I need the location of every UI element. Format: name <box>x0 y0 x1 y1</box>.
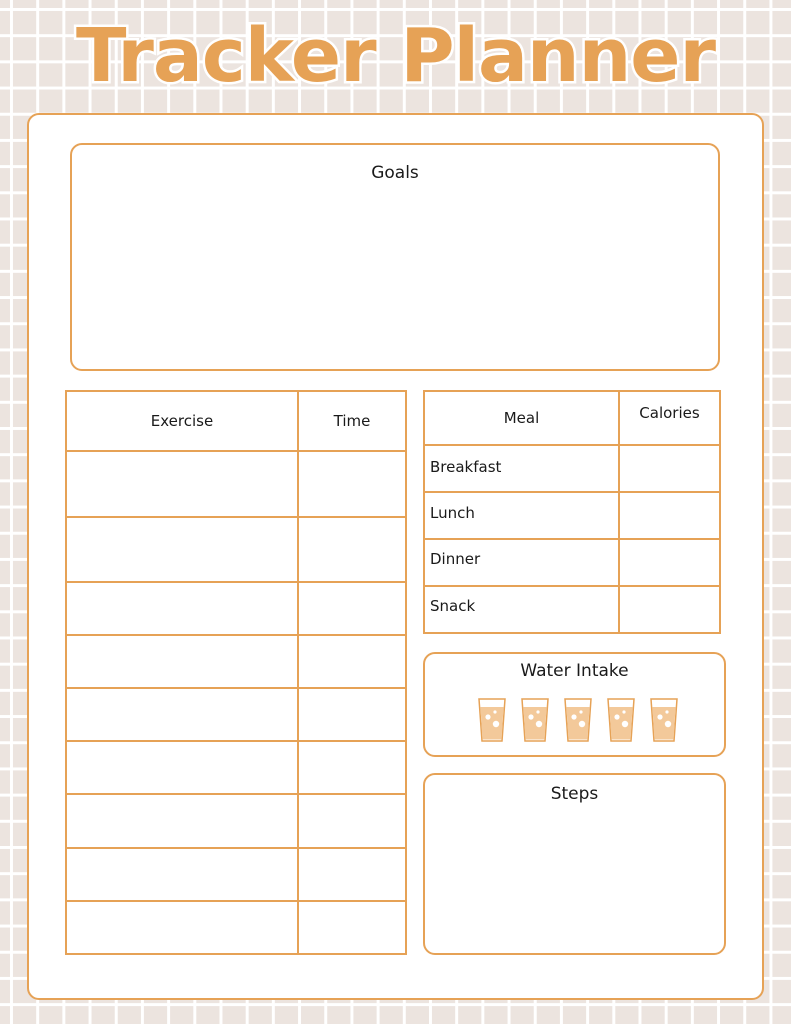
table-row <box>66 688 406 741</box>
goals-box[interactable] <box>70 143 720 371</box>
calories-column-header: Calories <box>619 391 720 445</box>
exercise-table <box>65 390 407 955</box>
time-cell[interactable] <box>298 901 406 954</box>
time-cell[interactable] <box>298 688 406 741</box>
steps-box[interactable] <box>423 773 726 955</box>
exercise-cell[interactable] <box>66 741 298 794</box>
meal-label: Lunch <box>424 492 619 539</box>
meal-label: Dinner <box>424 539 619 586</box>
time-cell[interactable] <box>298 794 406 848</box>
water-glass-icon[interactable] <box>649 697 679 743</box>
exercise-cell[interactable] <box>66 582 298 635</box>
time-cell[interactable] <box>298 848 406 901</box>
table-row <box>66 451 406 517</box>
exercise-cell[interactable] <box>66 794 298 848</box>
table-row <box>66 635 406 688</box>
water-intake-heading: Water Intake <box>520 661 629 681</box>
table-row <box>66 848 406 901</box>
table-row <box>424 445 720 492</box>
meal-column-header: Meal <box>424 391 619 445</box>
time-cell[interactable] <box>298 582 406 635</box>
calories-cell[interactable] <box>619 492 720 539</box>
exercise-column-header: Exercise <box>66 391 298 451</box>
table-row <box>424 492 720 539</box>
meal-table <box>423 390 721 634</box>
steps-heading: Steps <box>550 784 599 804</box>
meal-label: Snack <box>424 586 619 633</box>
water-glass-icon[interactable] <box>477 697 507 743</box>
water-glass-icon[interactable] <box>606 697 636 743</box>
calories-cell[interactable] <box>619 539 720 586</box>
meal-header-row <box>424 391 720 445</box>
water-glass-icon[interactable] <box>520 697 550 743</box>
table-row <box>66 741 406 794</box>
table-row <box>66 901 406 954</box>
time-cell[interactable] <box>298 635 406 688</box>
table-row <box>424 586 720 633</box>
time-cell[interactable] <box>298 741 406 794</box>
water-glass-icon[interactable] <box>563 697 593 743</box>
meal-label: Breakfast <box>424 445 619 492</box>
exercise-cell[interactable] <box>66 635 298 688</box>
calories-cell[interactable] <box>619 586 720 633</box>
time-cell[interactable] <box>298 517 406 582</box>
calories-cell[interactable] <box>619 445 720 492</box>
exercise-cell[interactable] <box>66 848 298 901</box>
table-row <box>66 517 406 582</box>
time-cell[interactable] <box>298 451 406 517</box>
exercise-cell[interactable] <box>66 901 298 954</box>
table-row <box>66 794 406 848</box>
table-row <box>66 582 406 635</box>
exercise-cell[interactable] <box>66 451 298 517</box>
water-intake-box <box>423 652 726 757</box>
exercise-cell[interactable] <box>66 517 298 582</box>
exercise-cell[interactable] <box>66 688 298 741</box>
goals-heading: Goals <box>371 163 419 183</box>
page-title: Tracker Planner <box>76 13 715 99</box>
time-column-header: Time <box>298 391 406 451</box>
table-row <box>424 539 720 586</box>
exercise-header-row <box>66 391 406 451</box>
